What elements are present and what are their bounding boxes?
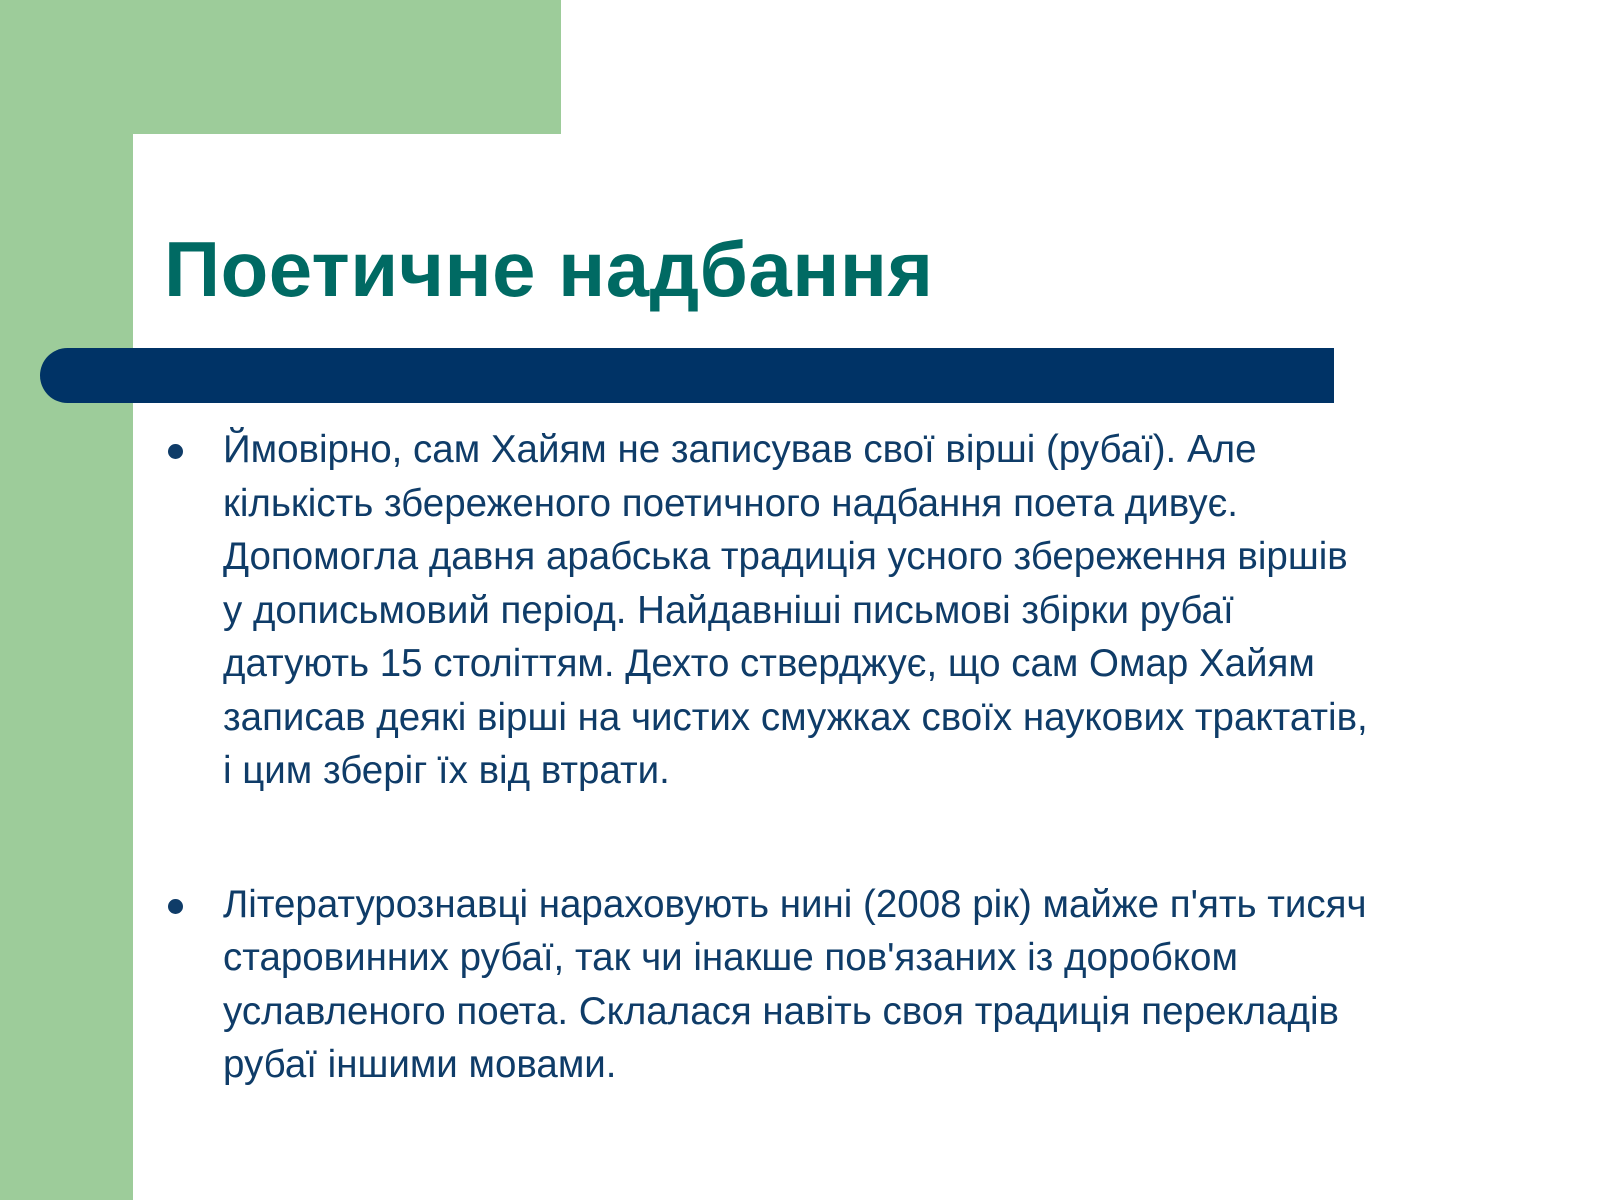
bullet-text-line: записав деякі вірші на чистих смужках своїх наукових трактатів, — [223, 695, 1368, 739]
slide-title: Поетичне надбання — [164, 225, 934, 313]
bullet-text-line: Літературознавці нараховують нині (2008 рік) майже п'ять тисяч — [223, 882, 1367, 926]
bullet-item — [164, 423, 1554, 798]
bullet-text-line: кількість збереженого поетичного надбання поета дивує. — [223, 481, 1238, 525]
bullet-text-line: у дописьмовий період. Найдавніші письмові збірки рубаї — [223, 588, 1234, 632]
bullet-text-line: старовинних рубаї, так чи інакше пов'язаних із доробком — [223, 936, 1238, 979]
bullet-text-line: уславленого поета. Склалася навіть своя традиція перекладів — [223, 989, 1339, 1033]
bullet-item — [164, 878, 1554, 1092]
bullet-list — [164, 423, 1554, 1092]
bullet-text-line: датують 15 століттям. Дехто стверджує, що сам Омар Хайям — [223, 642, 1315, 685]
title-underline-bar — [40, 348, 1334, 403]
bullet-dot-icon — [168, 899, 183, 914]
bullet-text-line: Ймовірно, сам Хайям не записував свої вірші (рубаї). Але — [223, 428, 1257, 471]
bullet-text-line: Допомогла давня арабська традиція усного збереження віршів — [223, 535, 1348, 578]
bullet-text-line: і цим зберіг їх від втрати. — [223, 749, 670, 792]
bullet-text-line: рубаї іншими мовами. — [223, 1043, 617, 1086]
green-side-panel — [0, 0, 133, 1200]
bullet-dot-icon — [168, 444, 183, 459]
